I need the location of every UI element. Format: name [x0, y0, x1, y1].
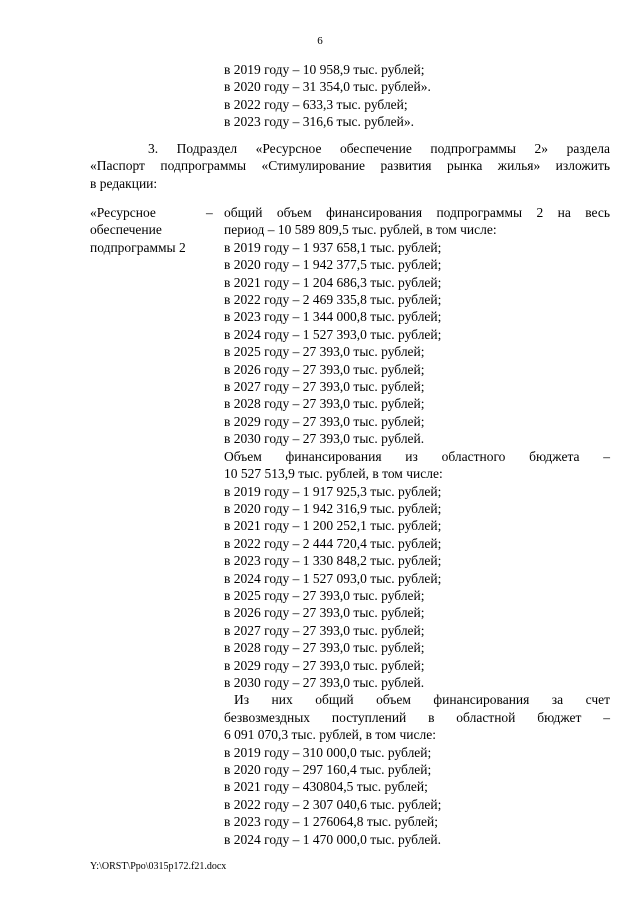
list-item: в 2019 году – 1 937 658,1 тыс. рублей;: [224, 239, 442, 255]
list-item: в 2030 году – 27 393,0 тыс. рублей.: [224, 431, 425, 447]
list-item: в 2029 году – 27 393,0 тыс. рублей;: [224, 413, 425, 429]
paragraph-3: [90, 140, 610, 192]
list-item: в 2019 году – 1 917 925,3 тыс. рублей;: [224, 483, 442, 499]
list-item: в 2022 году – 2 444 720,4 тыс. рублей;: [224, 535, 442, 551]
list-item: в 2023 году – 1 330 848,2 тыс. рублей;: [224, 553, 442, 569]
grants-line: безвозмездных поступлений в областной бюджет –: [224, 709, 610, 725]
paragraph-line: в редакции:: [90, 175, 158, 191]
list-item: в 2024 году – 1 527 393,0 тыс. рублей;: [224, 326, 442, 342]
paragraph-line: 3. Подраздел «Ресурсное обеспечение подпрограммы 2» раздела: [148, 141, 610, 156]
section-label-line: обеспечение: [90, 222, 162, 238]
list-item: в 2025 году – 27 393,0 тыс. рублей;: [224, 344, 425, 360]
regional-line: 10 527 513,9 тыс. рублей, в том числе:: [224, 466, 443, 482]
list-item: в 2021 году – 430804,5 тыс. рублей;: [224, 779, 428, 795]
funding-details: [224, 204, 610, 848]
section-label-line: подпрограммы 2: [90, 239, 186, 255]
regional-line: Объем финансирования из областного бюджета –: [224, 448, 610, 464]
list-item: в 2029 году – 27 393,0 тыс. рублей;: [224, 657, 425, 673]
list-item: в 2027 году – 27 393,0 тыс. рублей;: [224, 622, 425, 638]
list-item: в 2023 году – 1 344 000,8 тыс. рублей;: [224, 309, 442, 325]
grants-line: Из них общий объем финансирования за счет: [234, 692, 610, 708]
list-item: в 2021 году – 1 204 686,3 тыс. рублей;: [224, 274, 442, 290]
list-item: в 2030 году – 27 393,0 тыс. рублей.: [224, 674, 425, 690]
list-item: в 2021 году – 1 200 252,1 тыс. рублей;: [224, 518, 442, 534]
footer-file-path: Y:\ORST\Ppo\0315p172.f21.docx: [90, 861, 227, 872]
grants-line: 6 091 070,3 тыс. рублей, в том числе:: [224, 727, 436, 743]
list-item: в 2023 году – 316,6 тыс. рублей».: [224, 114, 415, 130]
total-line: общий объем финансирования подпрограммы 2 на весь: [224, 205, 610, 220]
list-item: в 2022 году – 2 469 335,8 тыс. рублей;: [224, 292, 442, 308]
list-item: в 2022 году – 2 307 040,6 тыс. рублей;: [224, 796, 442, 812]
section-label-line: «Ресурсное: [90, 205, 156, 220]
list-item: в 2026 году – 27 393,0 тыс. рублей;: [224, 605, 425, 621]
paragraph-line: «Паспорт подпрограммы «Стимулирование развития рынка жилья» изложить: [90, 158, 610, 174]
total-line: период – 10 589 809,5 тыс. рублей, в том числе:: [224, 222, 497, 238]
list-item: в 2019 году – 10 958,9 тыс. рублей;: [224, 62, 425, 77]
list-item: в 2019 году – 310 000,0 тыс. рублей;: [224, 744, 432, 760]
list-item: в 2020 году – 31 354,0 тыс. рублей».: [224, 79, 431, 95]
section-label: [90, 204, 205, 256]
list-item: в 2023 году – 1 276064,8 тыс. рублей;: [224, 814, 439, 830]
list-item: в 2024 году – 1 527 093,0 тыс. рублей;: [224, 570, 442, 586]
list-item: в 2020 году – 297 160,4 тыс. рублей;: [224, 762, 432, 777]
list-item: в 2028 году – 27 393,0 тыс. рублей;: [224, 396, 425, 412]
list-item: в 2028 году – 27 393,0 тыс. рублей;: [224, 640, 425, 656]
separator-dash: –: [206, 205, 213, 220]
list-item: в 2022 году – 633,3 тыс. рублей;: [224, 96, 408, 112]
list-item: в 2020 году – 1 942 377,5 тыс. рублей;: [224, 257, 442, 273]
list-item: в 2024 году – 1 470 000,0 тыс. рублей.: [224, 831, 442, 847]
list-item: в 2025 году – 27 393,0 тыс. рублей;: [224, 587, 425, 603]
page-number: 6: [317, 35, 323, 47]
list-item: в 2027 году – 27 393,0 тыс. рублей;: [224, 379, 425, 395]
list-item: в 2026 году – 27 393,0 тыс. рублей;: [224, 361, 425, 377]
top-funding-list: [224, 61, 431, 131]
list-item: в 2020 году – 1 942 316,9 тыс. рублей;: [224, 500, 442, 516]
